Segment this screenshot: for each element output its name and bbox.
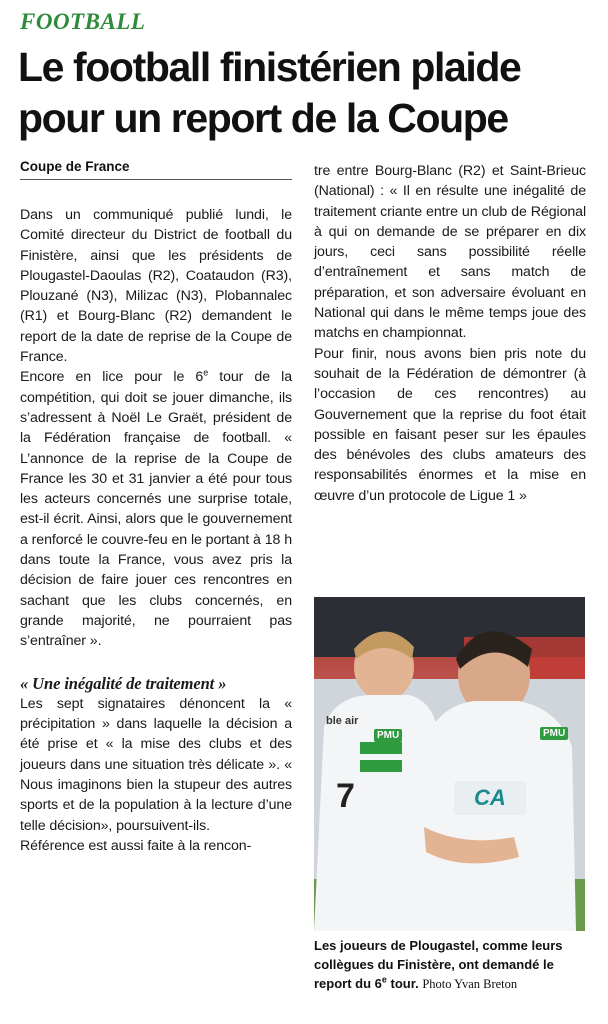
jersey-number: 7 — [336, 777, 355, 815]
section-rubric: FOOTBALL — [20, 9, 146, 34]
jersey-logo: CA — [474, 785, 506, 810]
headline: Le football finistérien plaide pour un report de la Coupe — [18, 44, 521, 141]
paragraph-6: Pour finir, nous avons bien pris note du souhait de la Fédération de démontrer (à l’occasion de ces rencontres) au Gouvernement que la reprise du foot était possible en faisant peser sur les épaules des bénévoles des clubs amateurs des responsabilités énormes et la mise en œuvre d’un protocole de Ligue 1 » — [314, 345, 586, 504]
kicker: Coupe de France — [20, 159, 292, 180]
paragraph-5: tre entre Bourg-Blanc (R2) et Saint-Brieuc (National) : « Il en résulte une inégalité de traitement criante entre un club de Régional à qui on demande de se préparer en dix jours, ceci sans possibilité réelle d’entraînement et sans match de préparation, et son adversaire évoluant en National qui dans le même temps joue des matchs en championnat. — [314, 163, 586, 342]
jersey-sponsor-right: PMU — [540, 727, 568, 740]
sleeve-text: ble air — [326, 715, 359, 727]
subheading: « Une inégalité de traitement » — [20, 673, 227, 693]
article-photo — [314, 597, 585, 931]
jersey-sponsor-left: PMU — [374, 729, 402, 742]
left-column — [20, 205, 292, 856]
paragraph-3: Les sept signataires dénoncent la « précipitation » dans laquelle la décision a été prise et « la mise des clubs et des joueurs dans une situation très délicate ». « Nous imaginons bien la stupeur des autres sports et de la population à la lecture d’une telle décision», poursuivent-ils. — [20, 695, 292, 834]
paragraph-2: Encore en lice pour le 6e tour de la compétition, qui doit se jouer dimanche, ils s’adressent à Noël Le Graët, président de la Fédération française de football. « L’annonce de la reprise de la Coupe de France les 30 et 31 janvier a été pour tous les acteurs concernés une surprise totale, est-il écrit. Ainsi, alors que le gouvernement a renforcé le couvre-feu en le portant à 18 h dans toute la France, vous avez pris la décision de faire jouer ces rencontres en sachant que les clubs concernés, en grande majorité, ne pourraient pas s’entraîner ». — [20, 367, 292, 650]
photo-credit: Photo Yvan Breton — [422, 977, 518, 991]
paragraph-1: Dans un communiqué publié lundi, le Comité directeur du District de football du Finistère, ainsi que les présidents de Plougastel-Daoulas (R2), Coataudon (R3), Plouzané (N3), Milizac (N3), Plobannalec (R1) et Bourg-Blanc (R2) demandent le report de la date de reprise de la Coupe de France. — [20, 207, 292, 366]
players-illustration — [314, 597, 585, 931]
paragraph-4: Référence est aussi faite à la rencon- — [20, 837, 252, 854]
photo-caption: Les joueurs de Plougastel, comme leurs collègues du Finistère, ont demandé le report du 6e tour. Photo Yvan Breton — [314, 938, 563, 991]
right-column — [314, 161, 586, 506]
